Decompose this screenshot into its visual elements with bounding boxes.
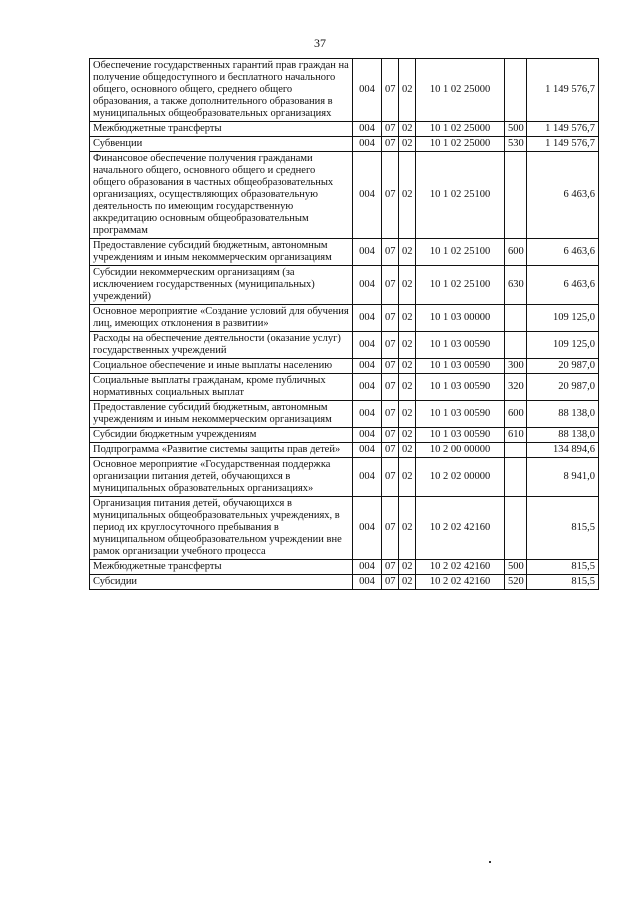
cell-subsection-code: 02 <box>399 305 416 332</box>
cell-subsection-code: 02 <box>399 374 416 401</box>
cell-name: Предоставление субсидий бюджетным, автономным учреждениям и иным некоммерческим организациям <box>90 401 353 428</box>
cell-name: Финансовое обеспечение получения гражданами начального общего, основного общего и среднего общего образования в частных общеобразовательных организациях, осуществляющих образовательную деятельность по имеющим государственную аккредитацию основным общеобразовательным программам <box>90 152 353 239</box>
table-row <box>90 59 599 122</box>
cell-section-code: 07 <box>382 374 399 401</box>
cell-expense-type <box>505 305 527 332</box>
cell-ved-code: 004 <box>353 122 382 137</box>
cell-target-article: 10 1 03 00590 <box>416 359 505 374</box>
cell-subsection-code: 02 <box>399 497 416 560</box>
table-row <box>90 332 599 359</box>
cell-subsection-code: 02 <box>399 428 416 443</box>
cell-name: Организация питания детей, обучающихся в муниципальных общеобразовательных учреждениях, в период их круглосуточного пребывания в муниципальном общеобразовательном учреждении вне рамок организации учебного процесса <box>90 497 353 560</box>
cell-expense-type: 500 <box>505 122 527 137</box>
cell-name: Обеспечение государственных гарантий прав граждан на получение общедоступного и бесплатного начального общего, основного общего, среднего общего образования, а также дополнительного образования в муниципальных общеобразовательных организациях <box>90 59 353 122</box>
cell-expense-type <box>505 152 527 239</box>
cell-name: Субсидии некоммерческим организациям (за исключением государственных (муниципальных) учреждений) <box>90 266 353 305</box>
cell-subsection-code: 02 <box>399 443 416 458</box>
cell-section-code: 07 <box>382 560 399 575</box>
cell-target-article: 10 1 03 00590 <box>416 332 505 359</box>
cell-amount: 134 894,6 <box>527 443 599 458</box>
cell-ved-code: 004 <box>353 374 382 401</box>
table-row <box>90 560 599 575</box>
cell-section-code: 07 <box>382 137 399 152</box>
cell-amount: 20 987,0 <box>527 359 599 374</box>
table-row <box>90 266 599 305</box>
cell-target-article: 10 2 02 42160 <box>416 497 505 560</box>
cell-expense-type: 530 <box>505 137 527 152</box>
cell-amount: 88 138,0 <box>527 401 599 428</box>
cell-name: Субсидии <box>90 575 353 590</box>
cell-amount: 8 941,0 <box>527 458 599 497</box>
stray-mark <box>489 861 491 863</box>
cell-section-code: 07 <box>382 443 399 458</box>
cell-name: Подпрограмма «Развитие системы защиты прав детей» <box>90 443 353 458</box>
cell-section-code: 07 <box>382 152 399 239</box>
cell-subsection-code: 02 <box>399 359 416 374</box>
cell-name: Субвенции <box>90 137 353 152</box>
cell-ved-code: 004 <box>353 458 382 497</box>
cell-name: Социальные выплаты гражданам, кроме публичных нормативных социальных выплат <box>90 374 353 401</box>
cell-amount: 20 987,0 <box>527 374 599 401</box>
cell-expense-type: 320 <box>505 374 527 401</box>
cell-section-code: 07 <box>382 332 399 359</box>
cell-subsection-code: 02 <box>399 266 416 305</box>
cell-ved-code: 004 <box>353 305 382 332</box>
cell-section-code: 07 <box>382 359 399 374</box>
cell-amount: 1 149 576,7 <box>527 122 599 137</box>
cell-section-code: 07 <box>382 575 399 590</box>
cell-section-code: 07 <box>382 401 399 428</box>
cell-expense-type: 500 <box>505 560 527 575</box>
cell-ved-code: 004 <box>353 575 382 590</box>
cell-expense-type: 600 <box>505 239 527 266</box>
page-number: 37 <box>314 36 326 50</box>
cell-amount: 6 463,6 <box>527 239 599 266</box>
cell-section-code: 07 <box>382 497 399 560</box>
cell-target-article: 10 1 02 25100 <box>416 239 505 266</box>
cell-target-article: 10 1 02 25100 <box>416 266 505 305</box>
cell-name: Субсидии бюджетным учреждениям <box>90 428 353 443</box>
cell-target-article: 10 1 03 00590 <box>416 374 505 401</box>
cell-subsection-code: 02 <box>399 575 416 590</box>
cell-subsection-code: 02 <box>399 152 416 239</box>
cell-section-code: 07 <box>382 59 399 122</box>
table-row <box>90 428 599 443</box>
cell-section-code: 07 <box>382 458 399 497</box>
cell-target-article: 10 1 02 25000 <box>416 137 505 152</box>
cell-amount: 815,5 <box>527 560 599 575</box>
cell-subsection-code: 02 <box>399 458 416 497</box>
cell-expense-type: 520 <box>505 575 527 590</box>
cell-target-article: 10 1 03 00000 <box>416 305 505 332</box>
cell-expense-type <box>505 332 527 359</box>
cell-ved-code: 004 <box>353 266 382 305</box>
cell-ved-code: 004 <box>353 560 382 575</box>
cell-target-article: 10 2 02 42160 <box>416 560 505 575</box>
cell-name: Социальное обеспечение и иные выплаты населению <box>90 359 353 374</box>
table-row <box>90 122 599 137</box>
table-row <box>90 401 599 428</box>
cell-name: Межбюджетные трансферты <box>90 560 353 575</box>
table-row <box>90 374 599 401</box>
cell-expense-type <box>505 458 527 497</box>
table-row <box>90 359 599 374</box>
cell-subsection-code: 02 <box>399 560 416 575</box>
table-row <box>90 137 599 152</box>
cell-target-article: 10 1 02 25000 <box>416 59 505 122</box>
cell-expense-type: 300 <box>505 359 527 374</box>
cell-subsection-code: 02 <box>399 59 416 122</box>
cell-expense-type: 630 <box>505 266 527 305</box>
table-row <box>90 458 599 497</box>
cell-ved-code: 004 <box>353 359 382 374</box>
cell-expense-type: 600 <box>505 401 527 428</box>
cell-expense-type <box>505 443 527 458</box>
cell-expense-type <box>505 497 527 560</box>
cell-target-article: 10 2 02 00000 <box>416 458 505 497</box>
cell-name: Основное мероприятие «Создание условий для обучения лиц, имеющих отклонения в развитии» <box>90 305 353 332</box>
cell-target-article: 10 2 02 42160 <box>416 575 505 590</box>
cell-ved-code: 004 <box>353 152 382 239</box>
cell-subsection-code: 02 <box>399 122 416 137</box>
cell-ved-code: 004 <box>353 137 382 152</box>
cell-ved-code: 004 <box>353 428 382 443</box>
cell-section-code: 07 <box>382 266 399 305</box>
cell-amount: 815,5 <box>527 497 599 560</box>
cell-ved-code: 004 <box>353 239 382 266</box>
table-row <box>90 443 599 458</box>
cell-target-article: 10 1 02 25000 <box>416 122 505 137</box>
cell-subsection-code: 02 <box>399 332 416 359</box>
cell-target-article: 10 1 02 25100 <box>416 152 505 239</box>
cell-name: Основное мероприятие «Государственная поддержка организации питания детей, обучающихся в муниципальных образовательных организациях» <box>90 458 353 497</box>
table-row <box>90 152 599 239</box>
cell-section-code: 07 <box>382 239 399 266</box>
cell-ved-code: 004 <box>353 332 382 359</box>
cell-ved-code: 004 <box>353 443 382 458</box>
cell-subsection-code: 02 <box>399 137 416 152</box>
cell-section-code: 07 <box>382 305 399 332</box>
cell-name: Расходы на обеспечение деятельности (оказание услуг) государственных учреждений <box>90 332 353 359</box>
cell-amount: 109 125,0 <box>527 305 599 332</box>
cell-target-article: 10 1 03 00590 <box>416 428 505 443</box>
budget-table-body <box>90 59 599 590</box>
cell-amount: 6 463,6 <box>527 266 599 305</box>
cell-expense-type: 610 <box>505 428 527 443</box>
table-row <box>90 575 599 590</box>
cell-expense-type <box>505 59 527 122</box>
cell-section-code: 07 <box>382 122 399 137</box>
cell-section-code: 07 <box>382 428 399 443</box>
cell-target-article: 10 1 03 00590 <box>416 401 505 428</box>
cell-subsection-code: 02 <box>399 401 416 428</box>
table-row <box>90 497 599 560</box>
cell-amount: 1 149 576,7 <box>527 59 599 122</box>
cell-ved-code: 004 <box>353 59 382 122</box>
cell-amount: 1 149 576,7 <box>527 137 599 152</box>
cell-amount: 88 138,0 <box>527 428 599 443</box>
budget-table <box>89 58 599 590</box>
cell-amount: 6 463,6 <box>527 152 599 239</box>
cell-name: Межбюджетные трансферты <box>90 122 353 137</box>
cell-amount: 815,5 <box>527 575 599 590</box>
cell-name: Предоставление субсидий бюджетным, автономным учреждениям и иным некоммерческим организациям <box>90 239 353 266</box>
cell-target-article: 10 2 00 00000 <box>416 443 505 458</box>
table-row <box>90 239 599 266</box>
table-row <box>90 305 599 332</box>
cell-ved-code: 004 <box>353 497 382 560</box>
cell-subsection-code: 02 <box>399 239 416 266</box>
cell-ved-code: 004 <box>353 401 382 428</box>
cell-amount: 109 125,0 <box>527 332 599 359</box>
